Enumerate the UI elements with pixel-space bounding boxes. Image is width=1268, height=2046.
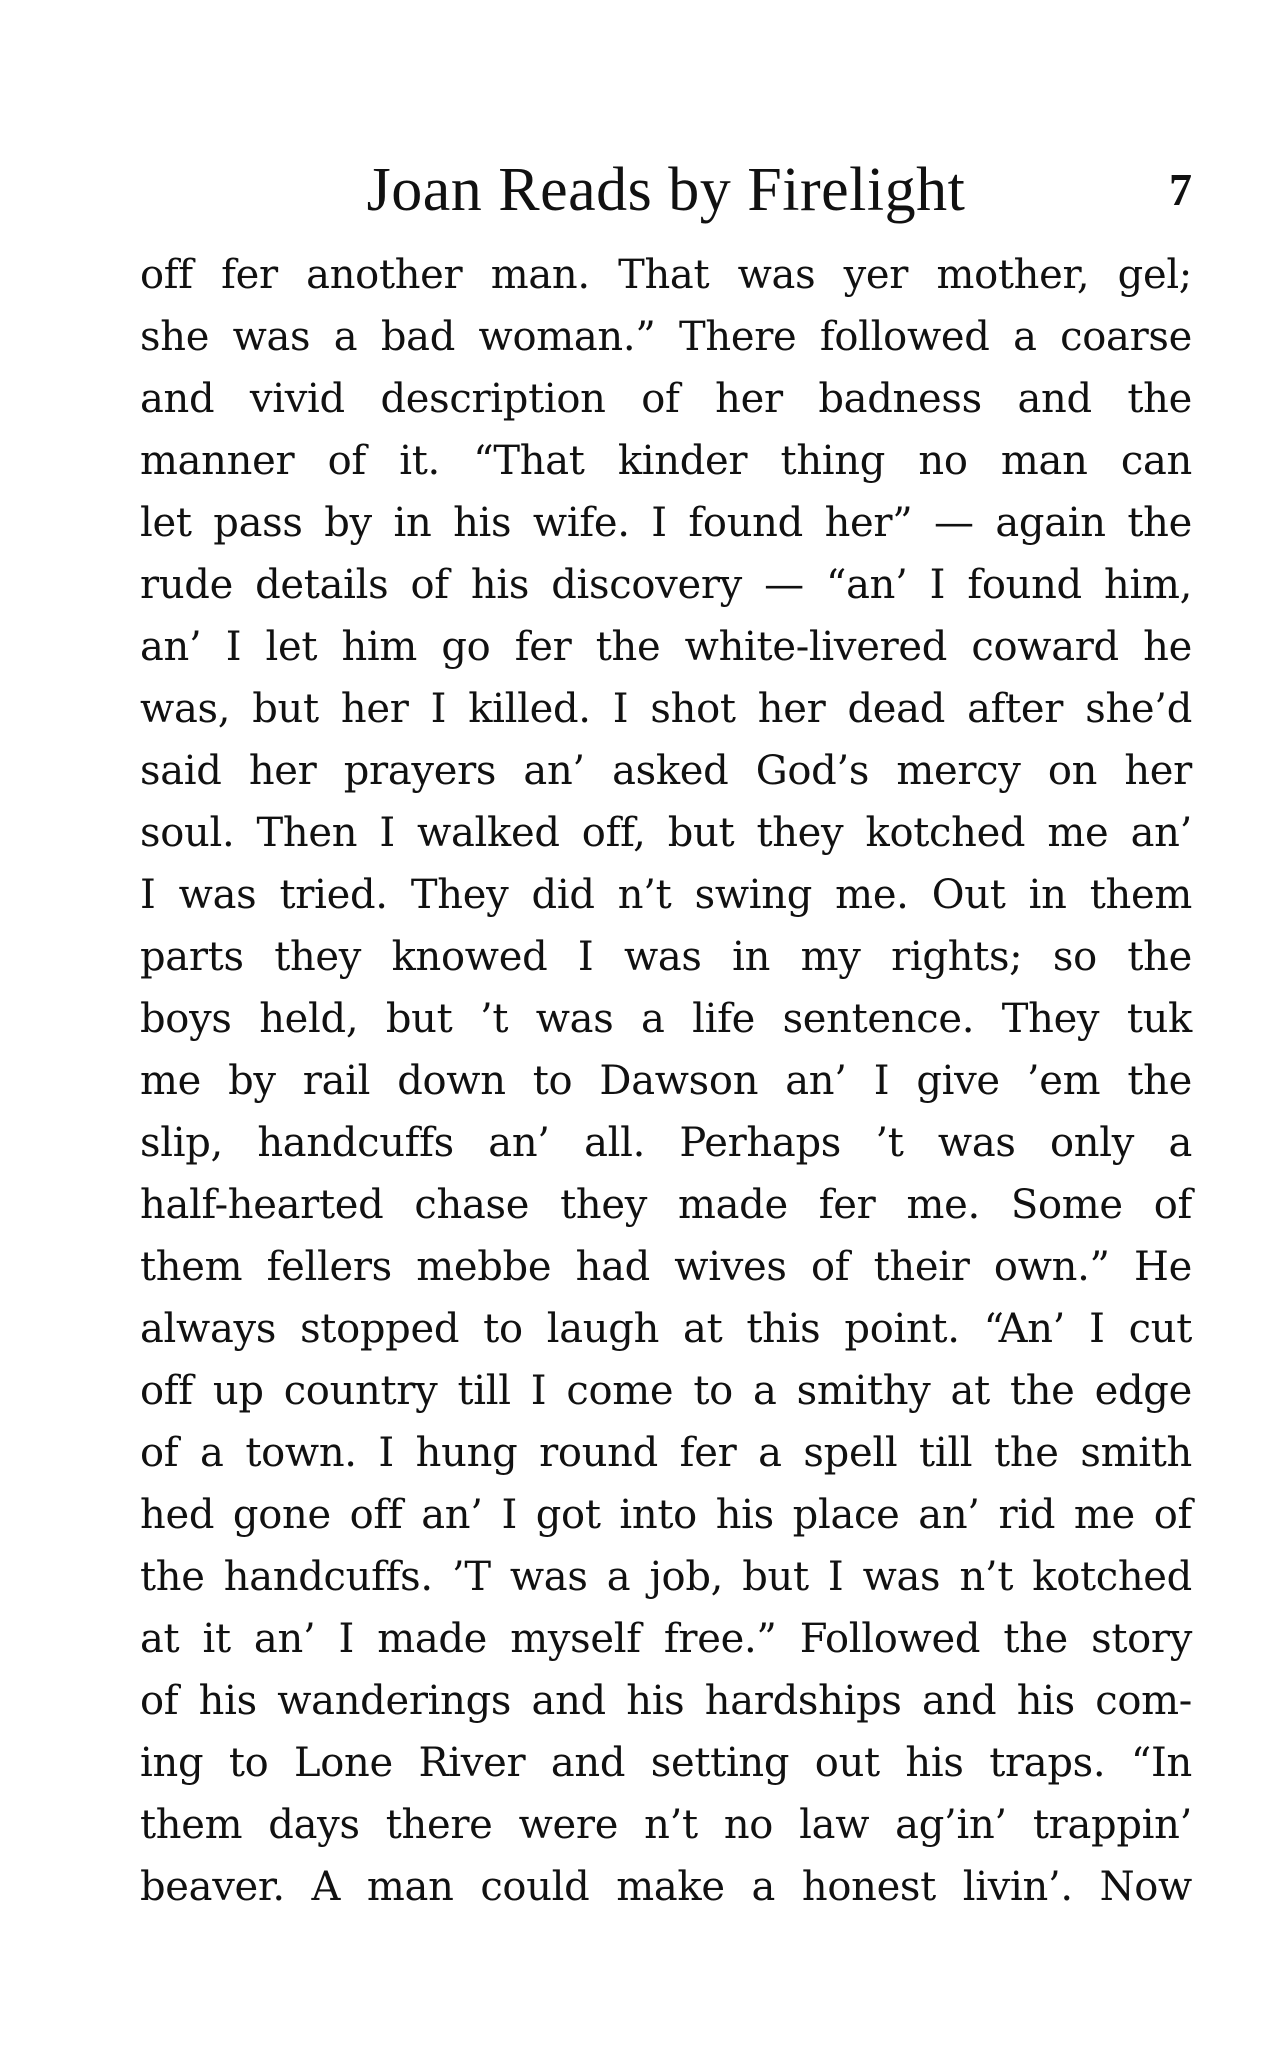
text-line: said her prayers an’ asked God’s mercy on her [140, 748, 1192, 794]
text-line: I was tried. They did n’t swing me. Out in them [140, 872, 1192, 918]
text-line: boys held, but ’t was a life sentence. They tuk [140, 996, 1192, 1042]
text-line: of a town. I hung round fer a spell till the smith [140, 1430, 1192, 1476]
text-line: me by rail down to Dawson an’ I give ’em the [140, 1058, 1192, 1104]
text-line: was, but her I killed. I shot her dead after she’d [140, 686, 1192, 732]
text-line: always stopped to laugh at this point. “An’ I cut [140, 1306, 1192, 1352]
running-title: Joan Reads by Firelight [366, 156, 966, 224]
text-line: them fellers mebbe had wives of their own.” He [140, 1244, 1192, 1290]
text-line: at it an’ I made myself free.” Followed the story [140, 1616, 1192, 1662]
text-line: beaver. A man could make a honest livin’. Now [140, 1864, 1192, 1910]
text-line: rude details of his discovery — “an’ I found him, [140, 562, 1192, 608]
text-line: let pass by in his wife. I found her” — again the [140, 500, 1192, 546]
text-line: she was a bad woman.” There followed a coarse [140, 314, 1192, 360]
body-text [140, 244, 1192, 1918]
text-line: soul. Then I walked off, but they kotched me an’ [140, 810, 1192, 856]
text-line: manner of it. “That kinder thing no man can [140, 438, 1192, 484]
text-line: parts they knowed I was in my rights; so the [140, 934, 1192, 980]
text-line: off up country till I come to a smithy at the edge [140, 1368, 1192, 1414]
text-line: and vivid description of her badness and the [140, 376, 1192, 422]
text-line: the handcuffs. ’T was a job, but I was n’t kotched [140, 1554, 1192, 1600]
text-line: an’ I let him go fer the white-livered coward he [140, 624, 1192, 670]
text-line: of his wanderings and his hardships and his com- [140, 1678, 1192, 1724]
text-line: slip, handcuffs an’ all. Perhaps ’t was only a [140, 1120, 1192, 1166]
text-line: hed gone off an’ I got into his place an’ rid me of [140, 1492, 1192, 1538]
running-head [140, 150, 1192, 230]
text-line: them days there were n’t no law ag’in’ trappin’ [140, 1802, 1192, 1848]
text-line: half-hearted chase they made fer me. Some of [140, 1182, 1192, 1228]
text-line: ing to Lone River and setting out his traps. “In [140, 1740, 1192, 1786]
page-number: 7 [1169, 164, 1192, 215]
text-line: off fer another man. That was yer mother, gel; [140, 252, 1192, 298]
